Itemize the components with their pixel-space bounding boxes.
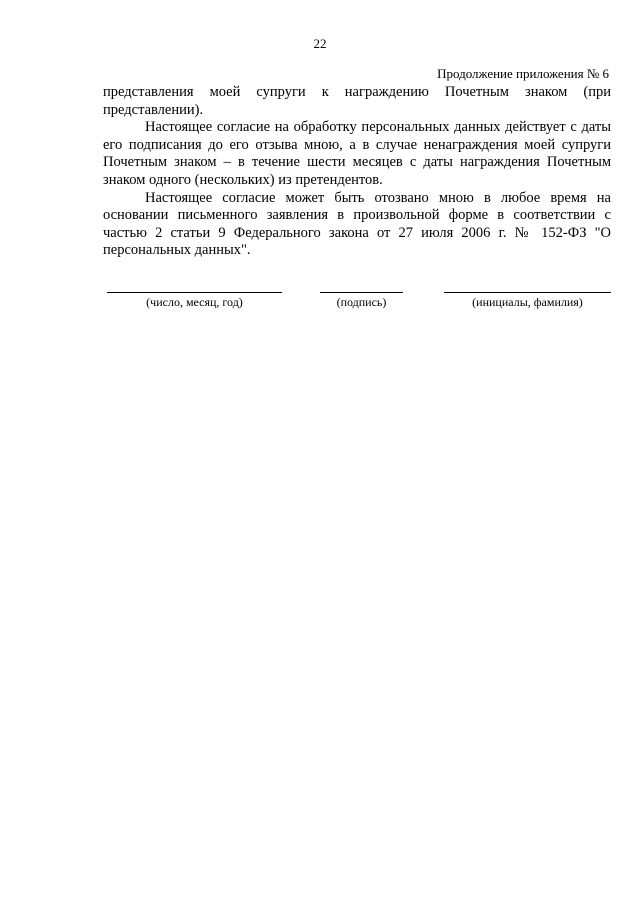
signature-caption: (подпись) bbox=[336, 295, 387, 309]
appendix-continuation-label: Продолжение приложения № 6 bbox=[437, 66, 609, 81]
signature-field bbox=[320, 292, 403, 310]
paragraph-continuation: представления моей супруги к награждению Почетным знаком (при представлении). bbox=[103, 84, 611, 118]
paragraph-validity: Настоящее согласие на обработку персональных данных действует с даты его подписания до его отзыва мною, а в случае ненаграждения моей супруги Почетным знаком – в течение шести месяцев с даты награждения Почетным знаком одного (нескольких) из претендентов. bbox=[103, 119, 611, 188]
name-line bbox=[444, 292, 611, 293]
date-field bbox=[107, 292, 282, 310]
signature-line bbox=[320, 292, 403, 293]
date-caption: (число, месяц, год) bbox=[146, 295, 243, 309]
page-number: 22 bbox=[313, 36, 327, 51]
name-field bbox=[444, 292, 611, 310]
paragraph-revocation: Настоящее согласие может быть отозвано мною в любое время на основании письменного заявления в произвольной форме в соответствии с частью 2 статьи 9 Федерального закона от 27 июля 2006 г. № 152-ФЗ "О персональных данных". bbox=[103, 189, 611, 259]
name-caption: (инициалы, фамилия) bbox=[472, 295, 583, 309]
consent-text bbox=[103, 84, 611, 260]
date-line bbox=[107, 292, 282, 293]
